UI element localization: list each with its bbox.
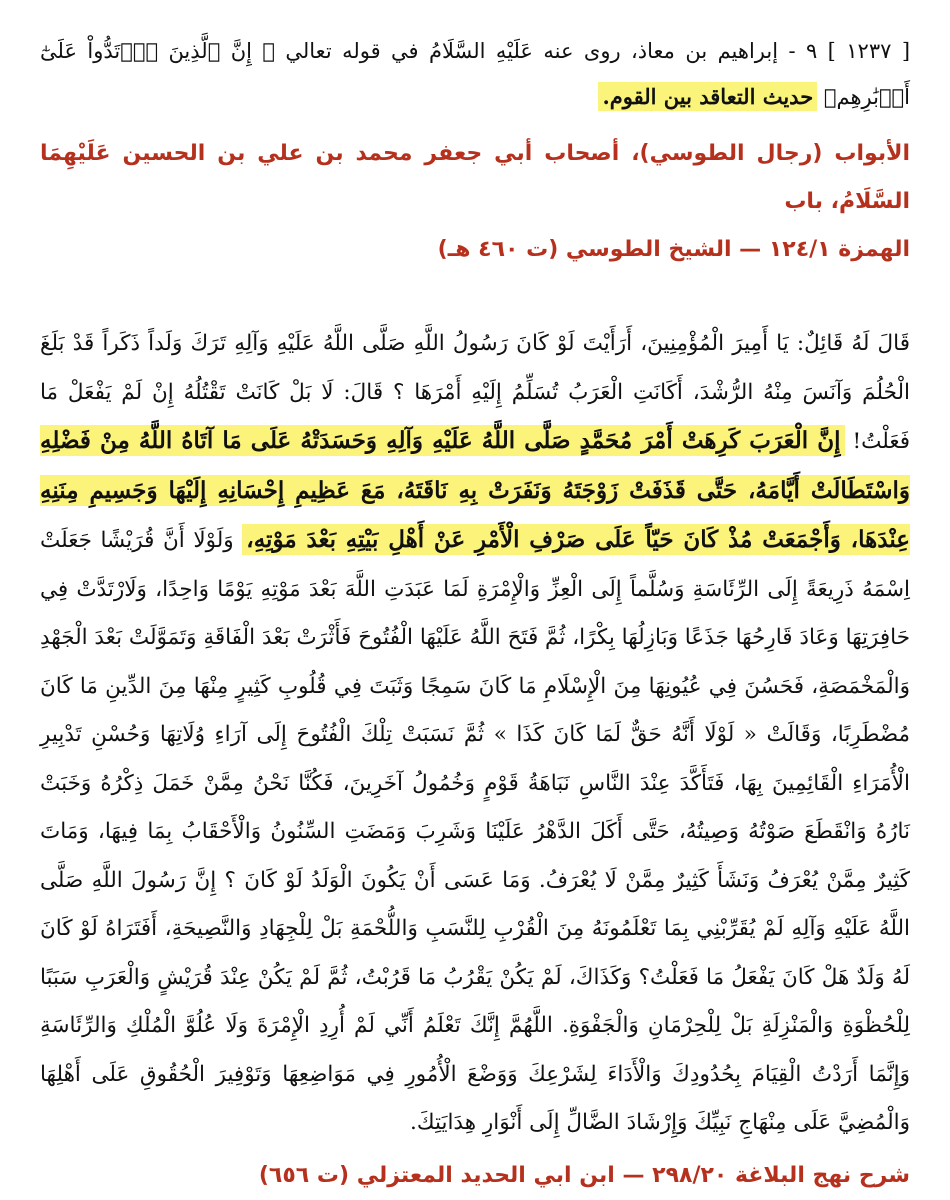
intro-highlight: حديث التعاقد بين القوم. (598, 82, 817, 111)
intro-paragraph (40, 28, 910, 120)
sermon-text-before: قَالَ لَهُ قَائِلٌ: يَا أَمِيرَ الْمُؤْمِنِينَ، أَرَأَيْتَ لَوْ كَانَ رَسُولُ اللَّهِ صَلَّى اللَّهُ عَلَيْهِ وَآلِهِ تَرَكَ وَلَداً ذَكَراً قَدْ بَلَغَ الْحُلُمَ وَآنَسَ مِنْهُ الرُّشْدَ، أَكَانَتِ الْعَرَبُ تُسَلِّمُ إِلَيْهِ أَمْرَهَا ؟ قَالَ: لَا بَلْ كَانَتْ تَقْتُلُهُ إِنْ لَمْ يَفْعَلْ مَا فَعَلْتُ! (40, 331, 910, 454)
source-tusi-line-1: الأبواب (رجال الطوسي)، أصحاب أبي جعفر محمد بن علي بن الحسين عَلَيْهِمَا السَّلَامُ، باب (40, 141, 910, 214)
source-citation-nahj (40, 1152, 910, 1200)
intro-text: [ ١٢٣٧ ] ٩ - إبراهيم بن معاذ، روى عنه عَلَيْهِ السَّلَامُ في قوله تعالي ﴿ إِنَّ ٱلَّذِينَ ٱرۡتَدُّواْ عَلَىٰٓ أَدۡبَٰرِهِم﴾ (40, 39, 911, 109)
sermon-paragraph (40, 320, 910, 1148)
document-page (40, 28, 910, 1200)
source-tusi-line-2: الهمزة ١٢٤/١ — الشيخ الطوسي (ت ٤٦٠ هـ) (437, 237, 910, 262)
sermon-text-after: وَلَوْلَا أَنَّ قُرَيْشًا جَعَلَتْ اِسْمَهُ ذَرِيعَةً إِلَى الرِّئَاسَةِ وَسُلَّماً إِلَى الْعِزِّ وَالْإِمْرَةِ لَمَا عَبَدَتِ اللَّهَ بَعْدَ مَوْتِهِ يَوْمًا وَاحِدًا، وَلَارْتَدَّتْ فِي حَافِرَتِهَا وَعَادَ قَارِحُهَا جَذَعًا وَبَازِلُهَا بِكْرًا، ثُمَّ فَتَحَ اللَّهُ عَلَيْهَا الْفُتُوحَ فَأَثْرَتْ بَعْدَ الْفَاقَةِ وَتَمَوَّلَتْ بَعْدَ الْجَهْدِ وَالْمَخْمَصَةِ، فَحَسُنَ فِي عُيُونِهَا مِنَ الْإِسْلَامِ مَا كَانَ سَمِجًا وَثَبَتَ فِي قُلُوبِ كَثِيرٍ مِنْهَا مِنَ الدِّينِ مَا كَانَ مُضْطَرِبًا، وَقَالَتْ « لَوْلَا أَنَّهُ حَقٌّ لَمَا كَانَ كَذَا » ثُمَّ نَسَبَتْ تِلْكَ الْفُتُوحَ إِلَى آرَاءِ وُلَاتِهَا وَحُسْنِ تَدْبِيرِ الْأُمَرَاءِ الْقَائِمِينَ بِهَا، فَتَأَكَّدَ عِنْدَ النَّاسِ نَبَاهَةُ قَوْمٍ وَخُمُولُ آخَرِينَ، فَكُنَّا نَحْنُ مِمَّنْ خَمَلَ ذِكْرُهُ وَخَبَتْ نَارُهُ وَانْقَطَعَ صَوْتُهُ وَصِيتُهُ، حَتَّى أَكَلَ الدَّهْرُ عَلَيْنَا وَشَرِبَ وَمَضَتِ السِّنُونُ وَالْأَحْقَابُ بِمَا فِيهَا، وَمَاتَ كَثِيرٌ مِمَّنْ يُعْرَفُ وَنَشَأَ كَثِيرٌ مِمَّنْ لَا يُعْرَفُ. وَمَا عَسَى أَنْ يَكُونَ الْوَلَدُ لَوْ كَانَ ؟ إِنَّ رَسُولَ اللَّهِ صَلَّى اللَّهُ عَلَيْهِ وَآلِهِ لَمْ يُقَرِّبْنِي بِمَا تَعْلَمُونَهُ مِنَ الْقُرْبِ لِلنَّسَبِ وَاللُّحْمَةِ بَلْ لِلْجِهَادِ وَالنَّصِيحَةِ، أَفَتَرَاهُ لَوْ كَانَ لَهُ وَلَدٌ هَلْ كَانَ يَفْعَلُ مَا فَعَلْتُ؟ وَكَذَاكَ، لَمْ يَكُنْ يَقْرُبُ مَا قَرُبْتُ، ثُمَّ لَمْ يَكُنْ عِنْدَ قُرَيْشٍ وَالْعَرَبِ سَبَبًا لِلْحُظْوَةِ وَالْمَنْزِلَةِ بَلْ لِلْحِرْمَانِ وَالْجَفْوَةِ. اللَّهُمَّ إِنَّكَ تَعْلَمُ أَنِّي لَمْ أُرِدِ الْإِمْرَةَ وَلَا عُلُوَّ الْمُلْكِ وَالرِّئَاسَةِ وَإِنَّمَا أَرَدْتُ الْقِيَامَ بِحُدُودِكَ وَالْأَدَاءَ لِشَرْعِكَ وَوَضْعَ الْأُمُورِ فِي مَوَاضِعِهَا وَتَوْفِيرَ الْحُقُوقِ عَلَى أَهْلِهَا وَالْمُضِيَّ عَلَى مِنْهَاجِ نَبِيِّكَ وَإِرْشَادَ الضَّالِّ إِلَى أَنْوَارِ هِدَايَتِكَ. (40, 528, 910, 1135)
source-nahj-text: شرح نهج البلاغة ٢٩٨/٢٠ — ابن ابي الحديد المعتزلي (ت ٦٥٦) (258, 1162, 910, 1188)
source-citation-tusi (40, 130, 910, 274)
sermon-highlight: إِنَّ الْعَرَبَ كَرِهَتْ أَمْرَ مُحَمَّدٍ صَلَّى اللَّهُ عَلَيْهِ وَآلِهِ وَحَسَدَتْهُ عَلَى مَا آتَاهُ اللَّهُ مِنْ فَضْلِهِ وَاسْتَطَالَتْ أَيَّامَهُ، حَتَّى قَذَفَتْ زَوْجَتَهُ وَنَفَرَتْ بِهِ نَاقَتَهُ، مَعَ عَظِيمِ إِحْسَانِهِ إِلَيْهَا وَجَسِيمِ مِنَنِهِ عِنْدَهَا، وَأَجْمَعَتْ مُذْ كَانَ حَيّاً عَلَى صَرْفِ الْأَمْرِ عَنْ أَهْلِ بَيْتِهِ بَعْدَ مَوْتِهِ، (40, 427, 910, 553)
